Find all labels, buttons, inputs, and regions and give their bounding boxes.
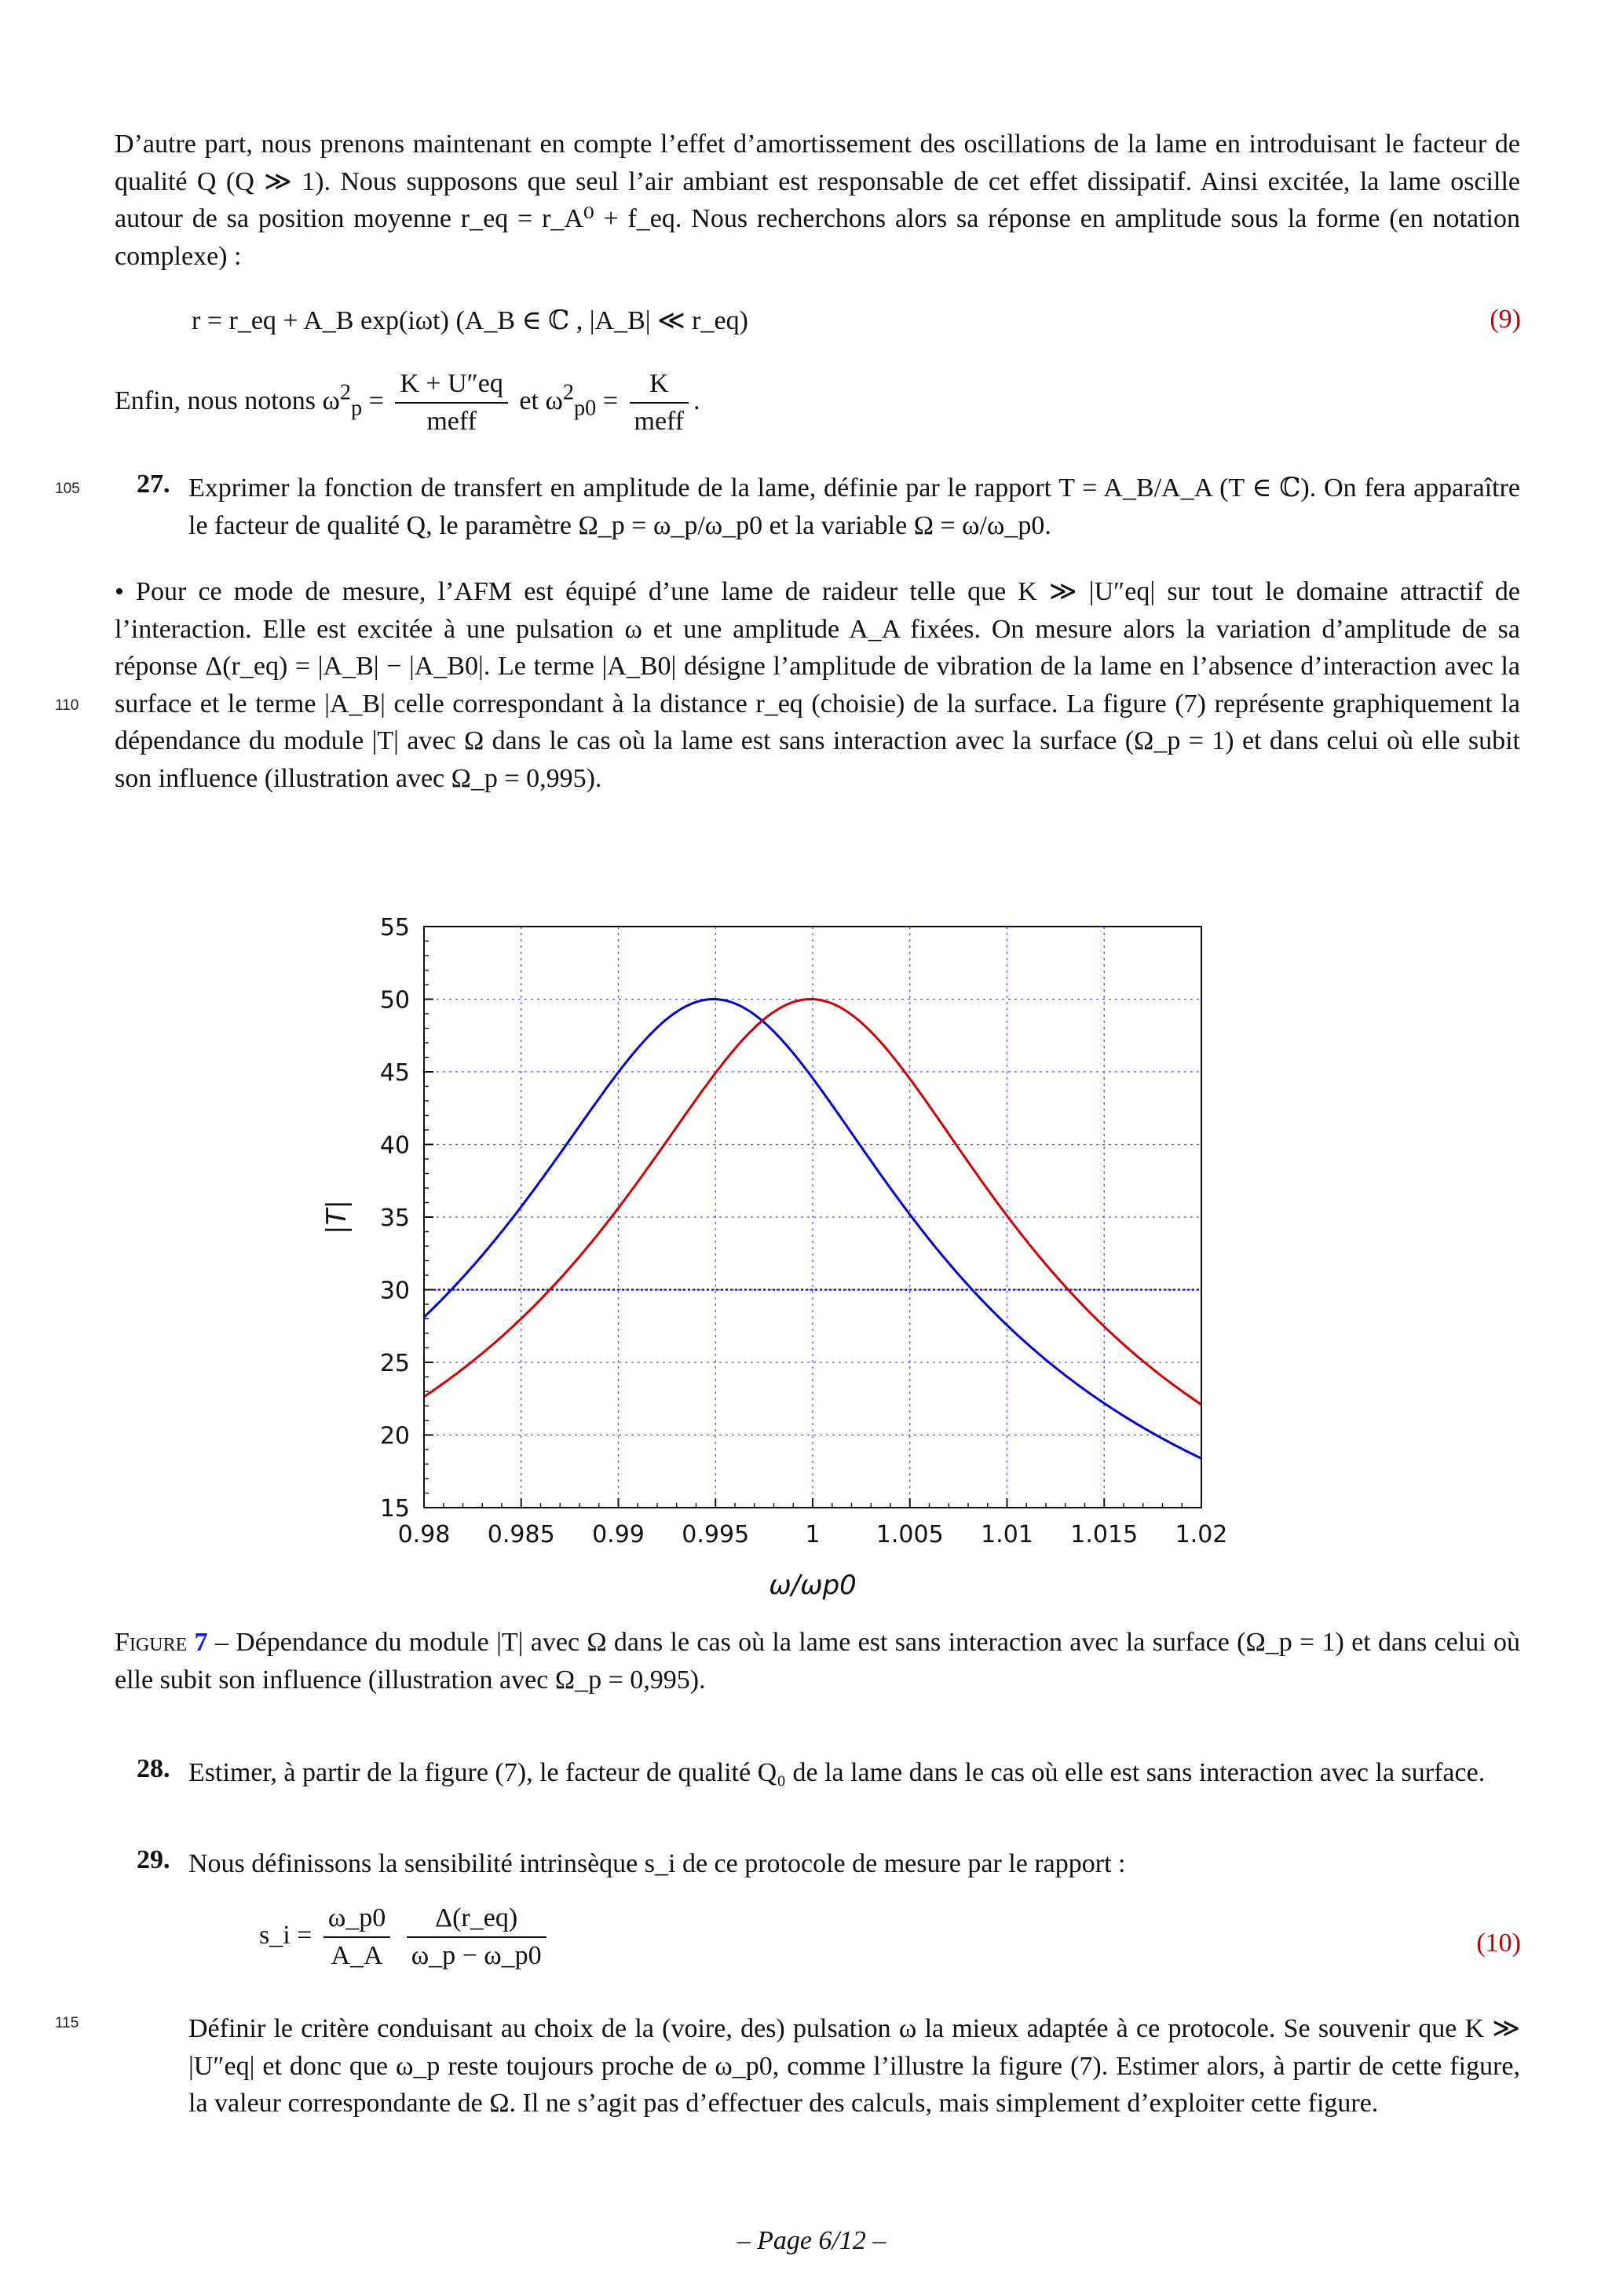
- page-footer: – Page 6/12 –: [737, 2226, 886, 2255]
- line-number: 115: [55, 2015, 79, 2031]
- chart-grid: [424, 927, 1201, 1508]
- y-tick-label: 20: [379, 1422, 410, 1450]
- eq10-fraction-2: $\frac{\Delta(r\_eq)}{\omega\_p - \omega\_p0}$: [407, 1900, 546, 1974]
- caption-figure-number: 7: [194, 1628, 208, 1657]
- y-tick-label: 15: [379, 1495, 410, 1523]
- eq10-lhs: s_i =: [259, 1920, 313, 1950]
- y-tick-label: 55: [379, 914, 410, 941]
- x-tick-label: 1.02: [1175, 1521, 1228, 1548]
- equation-9-number: (9): [1490, 305, 1521, 334]
- caption-text: – Dépendance du module |T| avec Ω dans le cas où la lame est sans interaction avec la surface (Ω_p = 1) et dans celui où elle subit son influence (illustration avec Ω_p = 0,995).: [115, 1628, 1521, 1695]
- x-tick-label: 0.99: [592, 1521, 645, 1548]
- line-number: 105: [55, 481, 80, 497]
- x-tick-label: 1.005: [875, 1521, 944, 1548]
- caption-label: Figure: [115, 1628, 188, 1657]
- y-tick-label: 35: [379, 1205, 410, 1232]
- chart-axes: [380, 914, 1228, 1548]
- intro-paragraph: D’autre part, nous prenons maintenant en compte l’effet d’amortissement des oscillations de la lame en introduisant le facteur de qualité Q (Q ≫ 1). Nous supposons que seul l’air ambiant est responsable de cet effet dissipatif. Ainsi excitée, la lame oscille autour de sa position moyenne r_eq = r_A⁰ + f_eq. Nous recherchons alors sa réponse en amplitude sous la forme (en notation complexe) :: [115, 130, 1520, 271]
- x-tick-label: 1.015: [1070, 1521, 1139, 1548]
- x-tick-label: 0.995: [682, 1521, 750, 1548]
- x-tick-label: 0.98: [397, 1521, 451, 1548]
- question-29-text: Nous définissons la sensibilité intrinsèque s_i de ce protocole de mesure par le rapport :: [188, 1849, 1126, 1878]
- y-tick-label: 45: [379, 1059, 410, 1087]
- question-number: 27.: [137, 470, 170, 499]
- figure-caption: [115, 1624, 1520, 1698]
- omega-p-fraction: $\frac{K + U''eq}{\text{meff}}$: [395, 366, 508, 440]
- x-tick-label: 1.01: [981, 1521, 1033, 1548]
- bullet-paragraph: • Pour ce mode de mesure, l’AFM est équipé d’une lame de raideur telle que K ≫ |U″eq| sur tout le domaine attractif de l’interaction. Elle est excitée à une pulsation ω et une amplitude A_A fixées. On mesure alors la variation d’amplitude de sa réponse Δ(r_eq) = |A_B| − |A_B0|. Le terme |A_B0| désigne l’amplitude de vibration de la lame en l’absence d’interaction avec la surface et le terme |A_B| celle correspondant à la distance r_eq (choisie) de la surface. La figure (7) représente graphiquement la dépendance du module |T| avec Ω dans le cas où la lame est sans interaction avec la surface (Ω_p = 1) et dans celui où elle subit son influence (illustration avec Ω_p = 0,995).: [115, 577, 1520, 793]
- y-tick-label: 40: [379, 1132, 410, 1160]
- equation-10-number: (10): [1476, 1929, 1521, 1958]
- equation-10: [259, 1900, 551, 1974]
- question-29-body: Définir le critère conduisant au choix de la (voire, des) pulsation ω la mieux adaptée à ce protocole. Se souvenir que K ≫ |U″eq| et donc que ω_p reste toujours proche de ω_p0, comme l’illustre la figure (7). Estimer alors, à partir de cette figure, la valeur correspondante de Ω. Il ne s’agit pas d’effectuer des calculs, mais simplement d’exploiter cette figure.: [188, 2014, 1520, 2118]
- question-number: 28.: [137, 1754, 170, 1783]
- x-tick-label: 1: [805, 1521, 821, 1548]
- question-27-text: Exprimer la fonction de transfert en amplitude de la lame, définie par le rapport T = A_B/A_A (T ∈ ℂ). On fera apparaître le facteur de qualité Q, le paramètre Ω_p = ω_p/ω_p0 et la variable Ω = ω/ω_p0.: [188, 473, 1520, 540]
- x-tick-label: 0.985: [487, 1521, 555, 1548]
- amplitude-transfer-chart: [298, 895, 1264, 1602]
- x-axis-label: ω/ωp0: [769, 1570, 857, 1601]
- equation-9: r = r_eq + A_B exp(iωt) (A_B ∈ ℂ , |A_B| ≪ r_eq): [192, 306, 748, 335]
- line-number: 110: [55, 697, 79, 714]
- question-number: 29.: [137, 1845, 170, 1874]
- y-tick-label: 30: [379, 1277, 410, 1305]
- y-axis-label: |T|: [321, 1200, 353, 1234]
- y-tick-label: 25: [379, 1350, 410, 1377]
- y-tick-label: 50: [379, 986, 410, 1015]
- notation-line: Enfin, nous notons $\omega^2_p$ = $\frac{K + U''eq}{\text{meff}}$ et $\omega^2_{p0}$ = $\frac{K}{\text{meff}}$ .: [115, 366, 700, 440]
- eq10-fraction-1: $\frac{\omega\_p0}{A\_A}$: [324, 1900, 390, 1974]
- question-28-text: Estimer, à partir de la figure (7), le facteur de qualité Q₀ de la lame dans le cas où elle est sans interaction avec la surface.: [188, 1758, 1486, 1787]
- notation-lead: Enfin, nous notons ω: [115, 386, 340, 415]
- omega-p0-fraction: $\frac{K}{\text{meff}}$: [630, 366, 689, 440]
- notation-mid: et ω: [519, 386, 563, 415]
